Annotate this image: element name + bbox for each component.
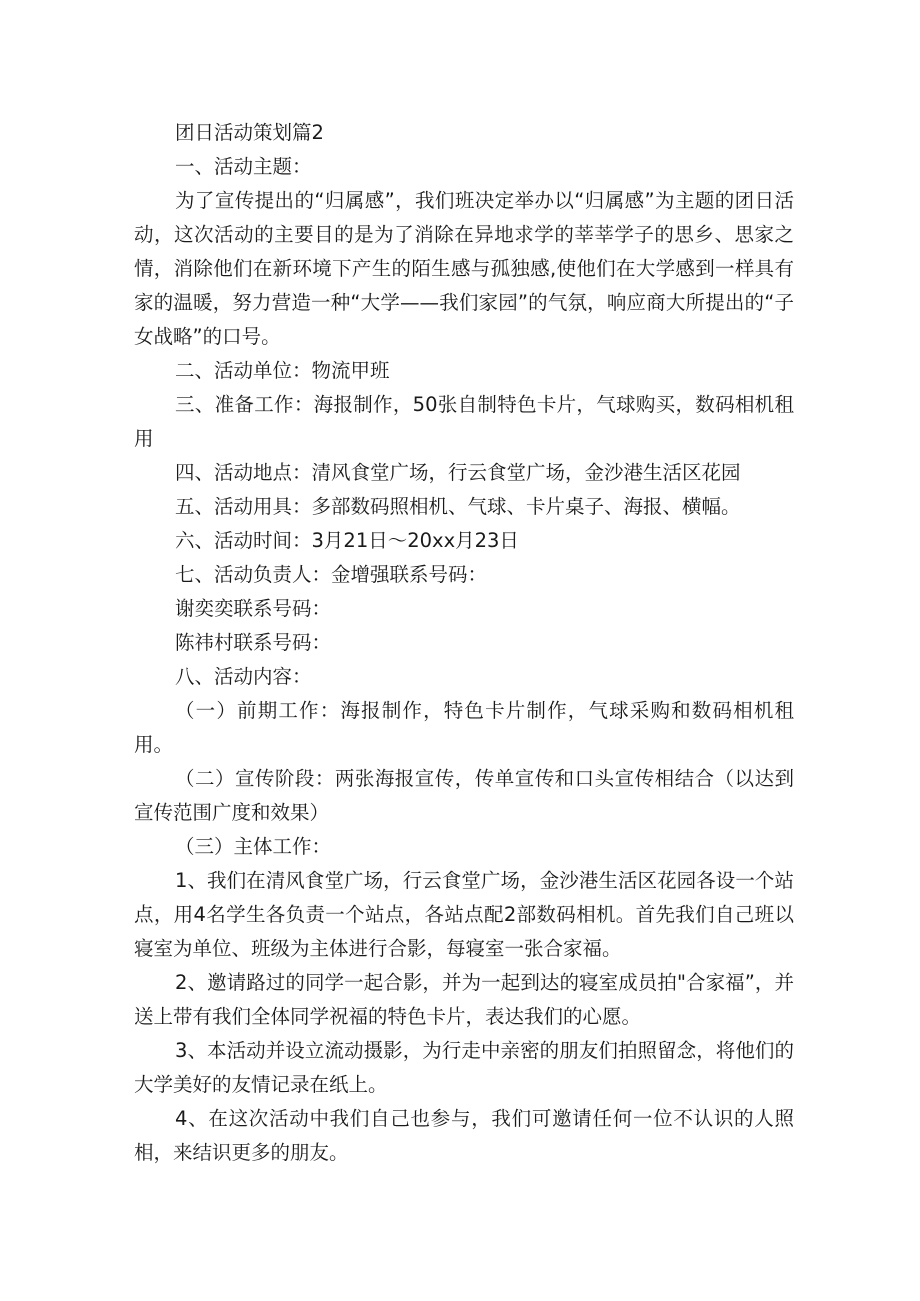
paragraph-item-1: 1、我们在清风食堂广场，行云食堂广场，金沙港生活区花园各设一个站点，用4名学生各负责一个站点，各站点配2部数码相机。首先我们自己班以寝室为单位、班级为主体进行合影，每寝室一张合家福。: [134, 869, 794, 960]
paragraph-contact-1: 谢奕奕联系号码：: [175, 597, 332, 620]
paragraph-item-2: 2、邀请路过的同学一起合影，并为一起到达的寝室成员拍"合家福”，并送上带有我们全体同学祝福的特色卡片，表达我们的心愿。: [134, 971, 794, 1028]
paragraph-publicity: （二）宣传阶段：两张海报宣传，传单宣传和口头宣传相结合（以达到宣传范围广度和效果）: [134, 767, 794, 824]
paragraph-equipment: 五、活动用具：多部数码照相机、气球、卡片桌子、海报、横幅。: [175, 495, 741, 518]
paragraph-contact-2: 陈祎村联系号码：: [175, 631, 332, 654]
paragraph-main-work-heading: （三）主体工作：: [175, 835, 332, 858]
paragraph-preparation: 三、准备工作：海报制作，50张自制特色卡片，气球购买，数码相机租用: [134, 393, 794, 450]
paragraph-time: 六、活动时间：3月21日～20xx月23日: [175, 529, 519, 552]
section-heading-theme: 一、活动主题：: [175, 155, 312, 178]
paragraph-location: 四、活动地点：清风食堂广场，行云食堂广场，金沙港生活区花园: [175, 461, 741, 484]
section-heading-content: 八、活动内容：: [175, 665, 312, 688]
paragraph-pre-work: （一）前期工作：海报制作，特色卡片制作，气球采购和数码相机租用。: [134, 699, 794, 756]
paragraph-theme-description: 为了宣传提出的“归属感”，我们班决定举办以“归属感”为主题的团日活动，这次活动的主要目的是为了消除在异地求学的莘莘学子的思乡、思家之情，消除他们在新环境下产生的陌生感与孤独感,使他们在大学感到一样具有家的温暖，努力营造一种“大学——我们家园”的气氛，响应商大所提出的“子女战略”的口号。: [134, 189, 794, 348]
paragraph-unit: 二、活动单位：物流甲班: [175, 359, 390, 382]
paragraph-person-in-charge: 七、活动负责人：金增强联系号码：: [175, 563, 488, 586]
document-body: [134, 116, 794, 1170]
paragraph-item-4: 4、在这次活动中我们自己也参与，我们可邀请任何一位不认识的人照相，来结识更多的朋友。: [134, 1107, 794, 1164]
paragraph-item-3: 3、本活动并设立流动摄影，为行走中亲密的朋友们拍照留念，将他们的大学美好的友情记录在纸上。: [134, 1039, 794, 1096]
document-title: 团日活动策划篇2: [175, 121, 324, 144]
